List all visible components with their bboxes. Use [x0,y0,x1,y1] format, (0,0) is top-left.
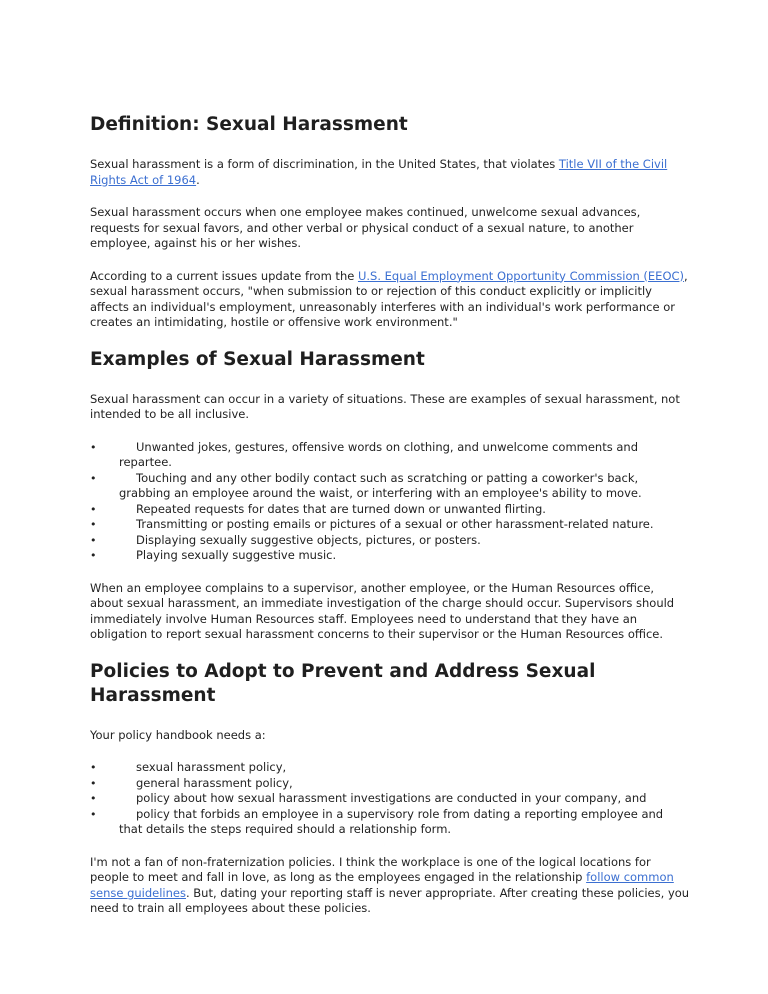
policies-list [90,760,690,838]
text-fragment: I'm not a fan of non-fraternization policies. I think the workplace is one of the logical locations for people to meet and fall in love, as long as the employees engaged in the relationship [90,854,651,884]
list-item [90,502,690,518]
paragraph-policies-closing [90,855,690,917]
heading-policies: Policies to Adopt to Prevent and Address Sexual Harassment [90,660,596,706]
text-fragment: Sexual harassment is a form of discrimination, in the United States, that violates [90,157,559,171]
bullet-icon: • [90,440,97,454]
examples-list [90,440,690,564]
list-item [90,440,690,471]
list-item [90,548,690,564]
paragraph-occurs-when: Sexual harassment occurs when one employee makes continued, unwelcome sexual advances, requests for sexual favors, and other verbal or physical conduct of a sexual nature, to another employee, against his or her wishes. [90,205,641,250]
list-item [90,760,690,776]
bullet-icon: • [90,792,97,805]
bullet-icon: • [90,471,97,485]
list-item [90,776,690,792]
text-fragment: . But, dating your reporting staff is never appropriate. After creating these policies, you need to train all employees about these policies. [90,885,690,915]
bullet-icon: • [90,518,97,531]
link-title-vii[interactable]: Title VII of the Civil Rights Act of 1964 [90,157,668,187]
article-body [90,113,690,934]
list-item-text: Playing sexually suggestive music. [136,548,337,562]
list-item-text: Touching and any other bodily contact such as scratching or patting a coworker's back, grabbing an employee around the waist, or interfering with an employee's ability to move. [119,470,642,500]
list-item [90,517,690,533]
heading-definition: Definition: Sexual Harassment [90,114,408,135]
list-item-text: Unwanted jokes, gestures, offensive words on clothing, and unwelcome comments and repartee. [119,439,639,469]
bullet-icon: • [90,549,97,562]
list-item [90,791,690,807]
list-item-text: general harassment policy, [136,775,293,790]
list-item-text: policy about how sexual harassment investigations are conducted in your company, and [136,791,647,805]
paragraph-definition [90,157,690,188]
text-fragment: , sexual harassment occurs, "when submission to or rejection of this conduct explicitly or implicitly affects an individual's employment, unreasonably interferes with an individual's work performance or creates an intimidating, hostile or offensive work environment." [90,268,688,329]
bullet-icon: • [90,533,97,547]
bullet-icon: • [90,502,97,516]
list-item-text: sexual harassment policy, [136,760,287,774]
paragraph-policies-intro: Your policy handbook needs a: [90,727,266,742]
list-item [90,471,690,502]
list-item-text: Transmitting or posting emails or pictures of a sexual or other harassment-related nature. [136,517,654,531]
paragraph-eeoc [90,269,690,331]
list-item-text: Displaying sexually suggestive objects, pictures, or posters. [136,532,481,547]
bullet-icon: • [90,807,97,821]
heading-examples: Examples of Sexual Harassment [90,348,425,370]
link-common-sense-guidelines[interactable]: follow common sense guidelines [90,870,674,900]
text-fragment: According to a current issues update from the [90,268,358,283]
list-item-text: policy that forbids an employee in a supervisory role from dating a reporting employee and that details the steps required should a relationship form. [119,806,664,836]
list-item [90,807,690,838]
paragraph-examples-intro: Sexual harassment can occur in a variety of situations. These are examples of sexual harassment, not intended to be all inclusive. [90,391,680,421]
bullet-icon: • [90,761,97,774]
text-fragment: . [196,172,200,187]
link-eeoc[interactable]: U.S. Equal Employment Opportunity Commission (EEOC) [357,268,685,283]
list-item-text: Repeated requests for dates that are turned down or unwanted flirting. [136,501,546,516]
list-item [90,533,690,549]
bullet-icon: • [90,776,97,790]
paragraph-examples-closing: When an employee complains to a supervisor, another employee, or the Human Resources office, about sexual harassment, an immediate investigation of the charge should occur. Supervisors should immediately involve Human Resources staff. Employees need to understand that they have an obligation to report sexual harassment concerns to their supervisor or the Human Resources office. [90,580,675,641]
